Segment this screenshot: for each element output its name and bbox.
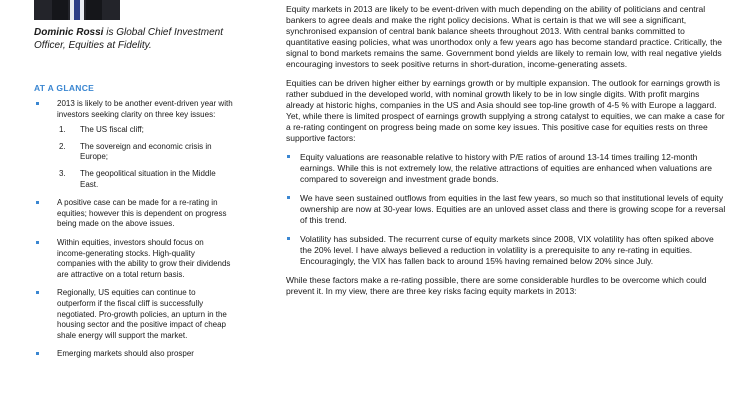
subitem-text: The US fiscal cliff;: [80, 125, 144, 135]
body-bullet-text: Equity valuations are reasonable relative to history with P/E ratios of around 13-14 times trailing 12-month earnings. While this is not extremely low, the relative attractions of equities are enhanced when valuations are compared to sovereign and investment grade bonds.: [300, 152, 713, 184]
glance-item: [34, 198, 234, 230]
glance-item: [34, 349, 234, 360]
glance-item: [34, 99, 234, 190]
subitem-number: 3.: [59, 168, 66, 178]
author-name: Dominic Rossi: [34, 27, 104, 38]
glance-sublist: [57, 125, 234, 190]
glance-subitem: [57, 125, 234, 136]
subitem-number: 1.: [59, 125, 66, 135]
body-bullet: [286, 152, 726, 185]
glance-item-text: Emerging markets should also prosper: [57, 349, 194, 359]
glance-subitem: [57, 169, 234, 190]
photo-lapel-right: [86, 0, 102, 20]
bullet-icon: [287, 237, 290, 240]
author-photo: [34, 0, 120, 20]
subitem-text: The geopolitical situation in the Middle East.: [80, 168, 216, 189]
glance-item-text: A positive case can be made for a re-rating in equities; however this is dependent on progress being made on the above issues.: [57, 198, 227, 229]
at-a-glance-heading: AT A GLANCE: [34, 83, 95, 93]
author-title: is Global Chief Investment Officer, Equities at Fidelity.: [34, 27, 223, 51]
photo-lapel-left: [52, 0, 68, 20]
bullet-icon: [287, 196, 290, 199]
bullet-icon: [287, 155, 290, 158]
author-caption: [34, 27, 234, 53]
body-bullet: [286, 234, 726, 267]
glance-item: [34, 238, 234, 280]
bullet-icon: [36, 241, 39, 244]
bullet-icon: [36, 352, 39, 355]
glance-item: [34, 288, 234, 341]
glance-subitem: [57, 142, 234, 163]
body-paragraph: Equity markets in 2013 are likely to be event-driven with much depending on the ability of politicians and central bankers to agree deals and make the right policy decisions. What is certain is that we will see a significant, synchronised expansion of central bank balance sheets throughout 2013. With central banks committed to quantitative easing policies, what was unorthodox only a few years ago has become standard practice. Critically, the signal to bond markets remains the same. Government bond yields are likely to remain low, with real negative yields encouraging investors to seek positive returns in short-duration, income-generating assets.: [286, 4, 722, 69]
body-bullet: [286, 193, 726, 226]
bullet-icon: [36, 201, 39, 204]
at-a-glance-list: [34, 99, 234, 368]
article-body: [286, 4, 726, 305]
body-bullet-text: We have seen sustained outflows from equities in the last few years, so much so that institutional levels of equity ownership are now at 30-year lows. Equities are an unloved asset class and there is growing scope for a reversal of this trend.: [300, 193, 726, 225]
subitem-text: The sovereign and economic crisis in Europe;: [80, 141, 212, 162]
body-paragraph: While these factors make a re-rating possible, there are some considerable hurdles to be overcome which could prevent it. In my view, there are three key risks facing equity markets in 2013:: [286, 275, 707, 296]
glance-item-text: Regionally, US equities can continue to outperform if the fiscal cliff is successfully negotiated. Pro-growth policies, an upturn in the housing sector and the positive impact of cheap shale energy will support the market.: [57, 288, 227, 340]
subitem-number: 2.: [59, 141, 66, 151]
bullet-icon: [36, 102, 39, 105]
glance-item-text: 2013 is likely to be another event-driven year with investors seeking clarity on three key issues:: [57, 99, 233, 119]
bullet-icon: [36, 291, 39, 294]
photo-tie: [74, 0, 80, 20]
glance-item-text: Within equities, investors should focus on income-generating stocks. High-quality companies with the ability to grow their dividends are attractive on a total return basis.: [57, 237, 231, 279]
body-bullet-text: Volatility has subsided. The recurrent curse of equity markets since 2008, VIX volatility has often spiked above the 20% level. I have always believed a reduction in volatility is a prerequisite to any re-rating in equities. Encouragingly, the VIX has fallen back to around 15% having remained below 20% since July.: [300, 234, 714, 266]
body-paragraph: Equities can be driven higher either by earnings growth or by multiple expansion. The outlook for earnings growth is rather subdued in the developed world, with nominal growth likely to be in low single digits. With profit margins already at historic highs, companies in the US and Asia should see top-line growth of 4-5 % with Europe a laggard. Yet, while there is limited prospect of earnings growth supplying a strong catalyst to equities, we can make a case for a re-rating contingent on progress being made on some key issues. This positive case for equities rests on three supportive factors:: [286, 78, 725, 143]
